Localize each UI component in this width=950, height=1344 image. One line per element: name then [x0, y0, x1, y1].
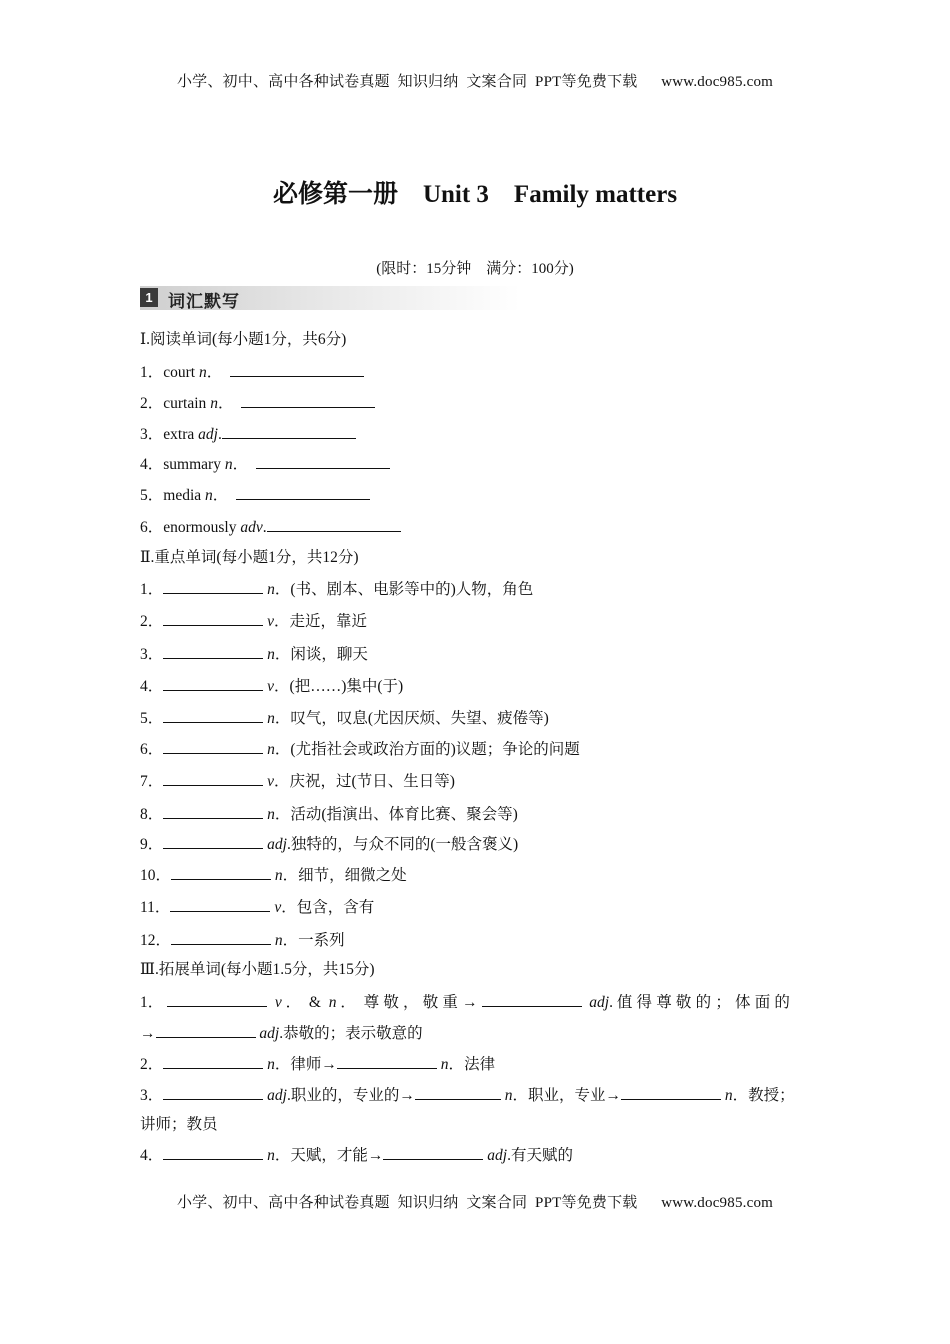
answer-blank[interactable]	[171, 930, 271, 945]
footer-url: www.doc985.com	[661, 1195, 774, 1211]
answer-blank[interactable]	[167, 992, 267, 1007]
part2-item-12: 12． n．一系列	[140, 932, 345, 949]
answer-blank[interactable]	[163, 676, 263, 691]
answer-blank[interactable]	[163, 1054, 263, 1069]
answer-blank[interactable]	[163, 739, 263, 754]
answer-blank[interactable]	[482, 992, 582, 1007]
section-label: 词汇默写	[168, 292, 240, 312]
part3-item-2: 2． n．律师→ n．法律	[140, 1056, 496, 1073]
part2-item-6: 6． n．(尤指社会或政治方面的)议题；争论的问题	[140, 741, 580, 758]
part1-item-6: 6．enormously adv.	[140, 517, 401, 538]
page-footer	[0, 1191, 950, 1212]
part1-item-1: 1．court n．	[140, 362, 364, 383]
part2-item-11: 11． v．包含，含有	[140, 899, 375, 916]
part2-item-2: 2． v．走近，靠近	[140, 613, 368, 630]
part3-heading: Ⅲ.拓展单词(每小题1.5分，共15分)	[140, 961, 375, 978]
answer-blank[interactable]	[170, 897, 270, 912]
part3-item-1-cont: → adj.恭敬的；表示敬意的	[140, 1025, 423, 1042]
header-url: www.doc985.com	[661, 74, 774, 90]
answer-blank[interactable]	[163, 644, 263, 659]
part2-heading: Ⅱ.重点单词(每小题1分，共12分)	[140, 549, 359, 566]
part2-item-10: 10． n．细节，细微之处	[140, 867, 407, 884]
answer-blank[interactable]	[163, 1145, 263, 1160]
time-limit-note: (限时：15分钟 满分：100分)	[376, 261, 574, 277]
answer-blank[interactable]	[156, 1023, 256, 1038]
answer-blank[interactable]	[256, 454, 390, 469]
answer-blank[interactable]	[171, 865, 271, 880]
answer-blank[interactable]	[621, 1085, 721, 1100]
answer-blank[interactable]	[163, 708, 263, 723]
footer-text: 小学、初中、高中各种试卷真题 知识归纳 文案合同 PPT等免费下载	[176, 1195, 638, 1211]
part3-item-3-cont: 讲师；教员	[140, 1116, 218, 1133]
part2-item-7: 7． v．庆祝，过(节日、生日等)	[140, 773, 455, 790]
part2-item-8: 8． n．活动(指演出、体育比赛、聚会等)	[140, 806, 518, 823]
answer-blank[interactable]	[267, 517, 401, 532]
part3-item-4: 4． n．天赋，才能→ adj.有天赋的	[140, 1147, 573, 1164]
answer-blank[interactable]	[163, 1085, 263, 1100]
part1-item-4: 4．summary n．	[140, 454, 390, 475]
answer-blank[interactable]	[163, 804, 263, 819]
section-banner	[140, 286, 520, 310]
answer-blank[interactable]	[241, 393, 375, 408]
part2-item-1: 1． n．(书、剧本、电影等中的)人物，角色	[140, 581, 534, 598]
part2-item-4: 4． v．(把……)集中(于)	[140, 678, 404, 695]
answer-blank[interactable]	[230, 362, 364, 377]
answer-blank[interactable]	[222, 424, 356, 439]
answer-blank[interactable]	[383, 1145, 483, 1160]
answer-blank[interactable]	[337, 1054, 437, 1069]
part1-item-2: 2．curtain n．	[140, 393, 375, 414]
part1-heading: Ⅰ.阅读单词(每小题1分，共6分)	[140, 331, 347, 348]
part2-item-5: 5． n．叹气，叹息(尤因厌烦、失望、疲倦等)	[140, 710, 549, 727]
header-text: 小学、初中、高中各种试卷真题 知识归纳 文案合同 PPT等免费下载	[176, 74, 638, 90]
answer-blank[interactable]	[163, 834, 263, 849]
part2-item-9: 9． adj.独特的，与众不同的(一般含褒义)	[140, 836, 519, 853]
answer-blank[interactable]	[163, 771, 263, 786]
answer-blank[interactable]	[236, 485, 370, 500]
part1-item-5: 5．media n．	[140, 485, 370, 506]
page-header	[0, 70, 950, 91]
section-number: 1	[140, 288, 158, 307]
part1-item-3: 3．extra adj.	[140, 424, 356, 445]
page-title: 必修第一册 Unit 3 Family matters	[272, 181, 678, 208]
answer-blank[interactable]	[163, 579, 263, 594]
answer-blank[interactable]	[415, 1085, 501, 1100]
part3-item-3: 3． adj.职业的，专业的→ n．职业，专业→ n．教授；	[140, 1087, 795, 1104]
part2-item-3: 3． n．闲谈，聊天	[140, 646, 368, 663]
part3-item-1: 1． v ． & n ． 尊敬，敬重→ adj. 值得尊敬的；体面的	[140, 994, 795, 1011]
answer-blank[interactable]	[163, 611, 263, 626]
